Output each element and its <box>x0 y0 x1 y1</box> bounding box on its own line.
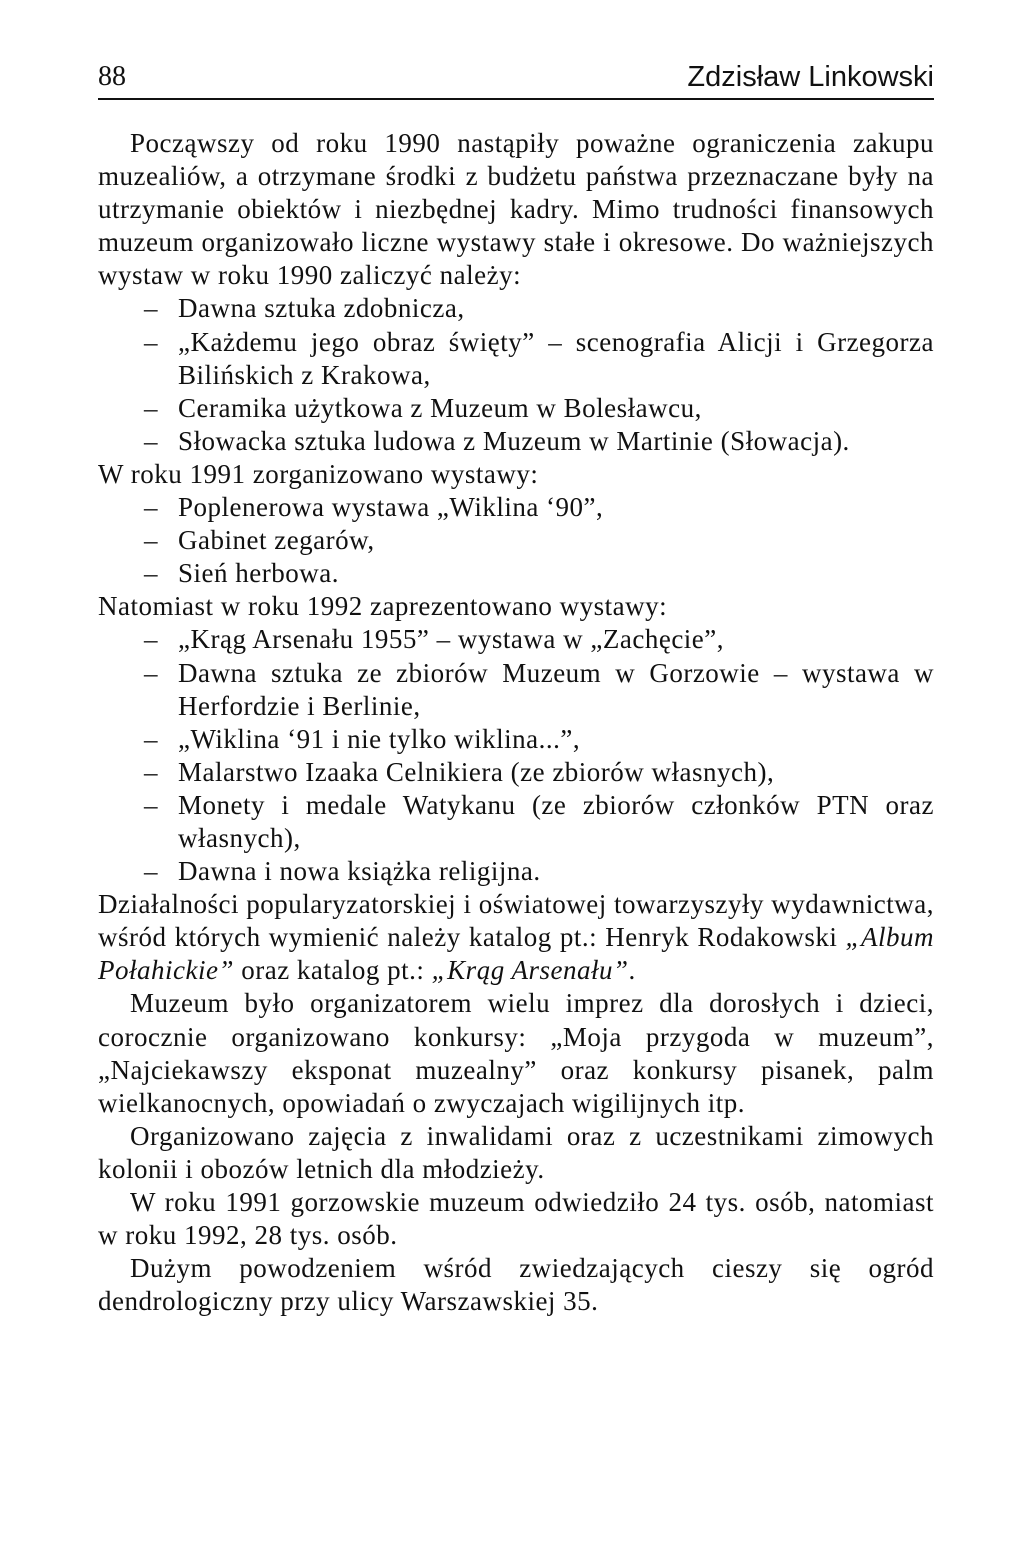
publication-title-album: „Album Połahickie” <box>98 922 934 986</box>
list-item: – Dawna sztuka ze zbiorów Muzeum w Gorzowie – wystawa w Herfordzie i Berlinie, <box>98 657 934 723</box>
page-number: 88 <box>98 61 126 92</box>
book-page <box>98 60 934 1318</box>
exhibitions-1992-list <box>98 623 934 888</box>
publications-text-after: . <box>628 955 636 986</box>
publication-title-krag: „Krąg Arsenału” <box>431 955 629 986</box>
intro-paragraph: Począwszy od roku 1990 nastąpiły poważne ograniczenia zakupu muzealiów, a otrzymane środki z budżetu państwa przeznaczane były na utrzymanie obiektów i niezbędnej kadry. Mimo trudności finansowych muzeum organizowało liczne wystawy stałe i okresowe. Do ważniejszych wystaw w roku 1990 zaliczyć należy: <box>98 128 934 291</box>
exhibitions-1991-intro: W roku 1991 zorganizowano wystawy: <box>98 458 539 489</box>
garden-paragraph: Dużym powodzeniem wśród zwiedzających cieszy się ogród dendrologiczny przy ulicy Warszawskiej 35. <box>98 1253 934 1317</box>
exhibitions-1992-intro: Natomiast w roku 1992 zaprezentowano wystawy: <box>98 591 668 622</box>
events-paragraph: Muzeum było organizatorem wielu imprez dla dorosłych i dzieci, corocznie organizowano konkursy: „Moja przygoda w muzeum”, „Najciekawszy eksponat muzealny” oraz konkursy pisanek, palm wielkanocnych, opowiadań o zwyczajach wigilijnych itp. <box>98 988 934 1118</box>
running-title: Zdzisław Linkowski <box>687 61 934 93</box>
list-item: – „Wiklina ‘91 i nie tylko wiklina...”, <box>98 723 934 756</box>
list-item: – Malarstwo Izaaka Celnikiera (ze zbiorów własnych), <box>98 756 934 789</box>
publications-paragraph <box>98 888 934 987</box>
list-item: – „Krąg Arsenału 1955” – wystawa w „Zachęcie”, <box>98 623 934 656</box>
exhibitions-1991-list <box>98 491 934 590</box>
list-item: – Monety i medale Watykanu (ze zbiorów członków PTN oraz własnych), <box>98 789 934 855</box>
list-item: – Sień herbowa. <box>98 557 934 590</box>
classes-paragraph: Organizowano zajęcia z inwalidami oraz z uczestnikami zimowych kolonii i obozów letnich dla młodzieży. <box>98 1120 934 1184</box>
list-item: – Słowacka sztuka ludowa z Muzeum w Martinie (Słowacja). <box>98 425 934 458</box>
list-item: – „Każdemu jego obraz święty” – scenografia Alicji i Grzegorza Bilińskich z Krakowa, <box>98 326 934 392</box>
list-item: – Gabinet zegarów, <box>98 524 934 557</box>
visitors-paragraph: W roku 1991 gorzowskie muzeum odwiedziło 24 tys. osób, natomiast w roku 1992, 28 tys. osób. <box>98 1187 934 1251</box>
list-item: – Dawna sztuka zdobnicza, <box>98 292 934 325</box>
list-item: – Dawna i nowa książka religijna. <box>98 855 934 888</box>
publications-text-middle: oraz katalog pt.: <box>233 955 432 986</box>
running-header <box>98 60 934 100</box>
body-text <box>98 127 934 1318</box>
list-item: – Ceramika użytkowa z Muzeum w Bolesławcu, <box>98 392 934 425</box>
publications-text-before: Działalności popularyzatorskiej i oświatowej towarzyszyły wydawnictwa, wśród których wymienić należy katalog pt.: Henryk Rodakowski <box>98 889 934 953</box>
list-item: – Poplenerowa wystawa „Wiklina ‘90”, <box>98 491 934 524</box>
exhibitions-1990-list <box>98 292 934 457</box>
